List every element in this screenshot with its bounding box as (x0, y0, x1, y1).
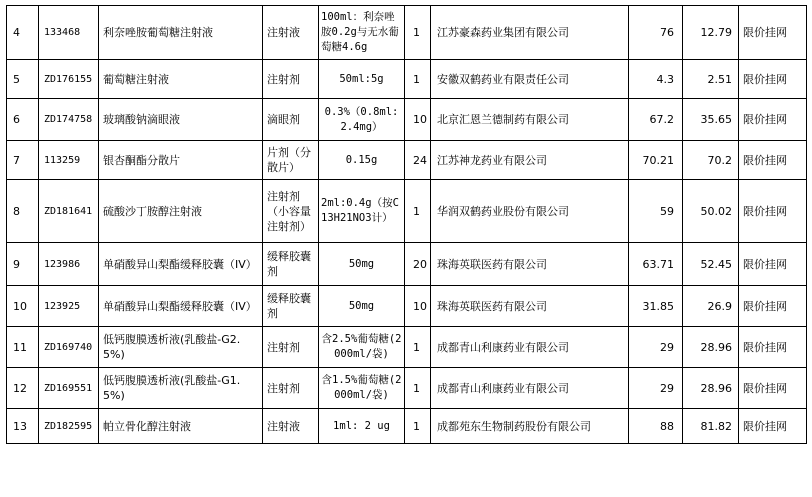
drug-code-cell: ZD182595 (39, 409, 99, 444)
status-note-cell: 限价挂网 (739, 243, 807, 286)
table-row (7, 368, 807, 409)
price-1-cell: 29 (629, 368, 683, 409)
package-quantity-cell: 1 (405, 60, 431, 99)
dosage-form-cell: 注射剂 (263, 327, 319, 368)
manufacturer-cell: 北京汇恩兰德制药有限公司 (431, 99, 629, 141)
drug-name-cell: 帕立骨化醇注射液 (99, 409, 263, 444)
row-index-cell: 6 (7, 99, 39, 141)
manufacturer-cell: 江苏豪森药业集团有限公司 (431, 6, 629, 60)
price-2-cell: 70.2 (683, 141, 739, 180)
manufacturer-cell: 成都青山利康药业有限公司 (431, 368, 629, 409)
package-quantity-cell: 1 (405, 180, 431, 243)
dosage-form-cell: 缓释胶囊剂 (263, 286, 319, 327)
dosage-form-cell: 缓释胶囊剂 (263, 243, 319, 286)
table-row (7, 6, 807, 60)
row-index-cell: 7 (7, 141, 39, 180)
drug-name-cell: 银杏酮酯分散片 (99, 141, 263, 180)
specification-cell: 100ml：利奈唑胺0.2g与无水葡萄糖4.6g (319, 6, 405, 60)
manufacturer-cell: 成都青山利康药业有限公司 (431, 327, 629, 368)
table-row (7, 286, 807, 327)
specification-cell: 含1.5%葡萄糖(2000ml/袋) (319, 368, 405, 409)
status-note-cell: 限价挂网 (739, 60, 807, 99)
drug-code-cell: ZD169551 (39, 368, 99, 409)
table-row (7, 243, 807, 286)
drug-name-cell: 硫酸沙丁胺醇注射液 (99, 180, 263, 243)
drug-name-cell: 玻璃酸钠滴眼液 (99, 99, 263, 141)
row-index-cell: 12 (7, 368, 39, 409)
table-row (7, 141, 807, 180)
drug-name-cell: 低钙腹膜透析液(乳酸盐-G2.5%) (99, 327, 263, 368)
manufacturer-cell: 珠海英联医药有限公司 (431, 286, 629, 327)
price-2-cell: 2.51 (683, 60, 739, 99)
row-index-cell: 9 (7, 243, 39, 286)
price-1-cell: 67.2 (629, 99, 683, 141)
drug-name-cell: 低钙腹膜透析液(乳酸盐-G1.5%) (99, 368, 263, 409)
dosage-form-cell: 注射液 (263, 409, 319, 444)
row-index-cell: 13 (7, 409, 39, 444)
price-2-cell: 12.79 (683, 6, 739, 60)
drug-price-table-container (6, 5, 807, 444)
package-quantity-cell: 20 (405, 243, 431, 286)
price-2-cell: 26.9 (683, 286, 739, 327)
dosage-form-cell: 注射剂 (263, 368, 319, 409)
status-note-cell: 限价挂网 (739, 286, 807, 327)
dosage-form-cell: 滴眼剂 (263, 99, 319, 141)
manufacturer-cell: 安徽双鹤药业有限责任公司 (431, 60, 629, 99)
manufacturer-cell: 珠海英联医药有限公司 (431, 243, 629, 286)
specification-cell: 0.3%（0.8ml:2.4mg） (319, 99, 405, 141)
price-1-cell: 4.3 (629, 60, 683, 99)
specification-cell: 0.15g (319, 141, 405, 180)
row-index-cell: 10 (7, 286, 39, 327)
status-note-cell: 限价挂网 (739, 180, 807, 243)
price-2-cell: 50.02 (683, 180, 739, 243)
drug-code-cell: 123986 (39, 243, 99, 286)
price-1-cell: 63.71 (629, 243, 683, 286)
drug-code-cell: 133468 (39, 6, 99, 60)
manufacturer-cell: 华润双鹤药业股份有限公司 (431, 180, 629, 243)
dosage-form-cell: 注射液 (263, 6, 319, 60)
drug-code-cell: ZD181641 (39, 180, 99, 243)
table-row (7, 60, 807, 99)
package-quantity-cell: 24 (405, 141, 431, 180)
status-note-cell: 限价挂网 (739, 327, 807, 368)
specification-cell: 含2.5%葡萄糖(2000ml/袋) (319, 327, 405, 368)
drug-name-cell: 单硝酸异山梨酯缓释胶囊（IV） (99, 243, 263, 286)
price-2-cell: 28.96 (683, 368, 739, 409)
specification-cell: 50mg (319, 243, 405, 286)
row-index-cell: 4 (7, 6, 39, 60)
drug-name-cell: 葡萄糖注射液 (99, 60, 263, 99)
table-row (7, 409, 807, 444)
package-quantity-cell: 10 (405, 286, 431, 327)
drug-code-cell: 113259 (39, 141, 99, 180)
price-1-cell: 29 (629, 327, 683, 368)
package-quantity-cell: 1 (405, 368, 431, 409)
table-row (7, 180, 807, 243)
dosage-form-cell: 片剂（分散片） (263, 141, 319, 180)
price-2-cell: 28.96 (683, 327, 739, 368)
table-row (7, 327, 807, 368)
package-quantity-cell: 1 (405, 6, 431, 60)
table-row (7, 99, 807, 141)
drug-code-cell: ZD176155 (39, 60, 99, 99)
specification-cell: 50mg (319, 286, 405, 327)
package-quantity-cell: 1 (405, 409, 431, 444)
specification-cell: 1ml: 2 ug (319, 409, 405, 444)
row-index-cell: 11 (7, 327, 39, 368)
price-1-cell: 70.21 (629, 141, 683, 180)
price-2-cell: 81.82 (683, 409, 739, 444)
price-1-cell: 88 (629, 409, 683, 444)
price-1-cell: 31.85 (629, 286, 683, 327)
price-2-cell: 35.65 (683, 99, 739, 141)
status-note-cell: 限价挂网 (739, 141, 807, 180)
package-quantity-cell: 1 (405, 327, 431, 368)
drug-code-cell: ZD169740 (39, 327, 99, 368)
status-note-cell: 限价挂网 (739, 409, 807, 444)
row-index-cell: 8 (7, 180, 39, 243)
table-body (7, 6, 807, 444)
status-note-cell: 限价挂网 (739, 6, 807, 60)
drug-code-cell: 123925 (39, 286, 99, 327)
drug-name-cell: 单硝酸异山梨酯缓释胶囊（IV） (99, 286, 263, 327)
price-1-cell: 59 (629, 180, 683, 243)
manufacturer-cell: 江苏神龙药业有限公司 (431, 141, 629, 180)
specification-cell: 2ml:0.4g（按C13H21NO3计） (319, 180, 405, 243)
price-2-cell: 52.45 (683, 243, 739, 286)
row-index-cell: 5 (7, 60, 39, 99)
package-quantity-cell: 10 (405, 99, 431, 141)
status-note-cell: 限价挂网 (739, 99, 807, 141)
status-note-cell: 限价挂网 (739, 368, 807, 409)
drug-price-table (6, 5, 807, 444)
dosage-form-cell: 注射剂 (263, 60, 319, 99)
drug-code-cell: ZD174758 (39, 99, 99, 141)
specification-cell: 50ml:5g (319, 60, 405, 99)
dosage-form-cell: 注射剂（小容量注射剂） (263, 180, 319, 243)
drug-name-cell: 利奈唑胺葡萄糖注射液 (99, 6, 263, 60)
manufacturer-cell: 成都苑东生物制药股份有限公司 (431, 409, 629, 444)
price-1-cell: 76 (629, 6, 683, 60)
